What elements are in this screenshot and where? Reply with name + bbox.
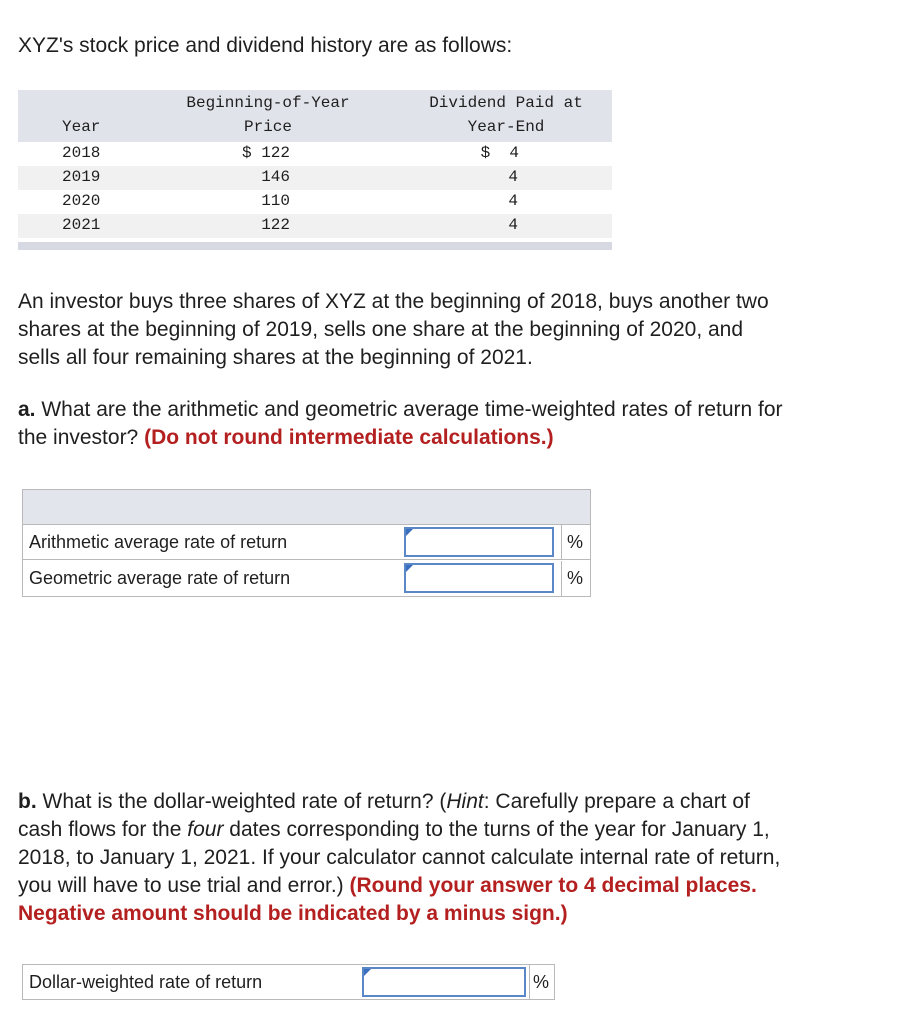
table-header [18,90,612,142]
intro-text: XYZ's stock price and dividend history are as follows: [18,34,513,57]
table-row [18,166,612,190]
dividend-cell: $ 4 [480,144,519,162]
price-cell: 122 [261,216,290,234]
price-header-line2: Price [243,118,292,136]
answer-row-arithmetic [23,525,590,560]
question-b-instruction: (Round your answer to 4 decimal places. [349,874,757,897]
input-flag-icon [364,969,371,976]
year-cell: 2019 [62,168,101,186]
price-cell: 146 [261,168,290,186]
table-bottom-rule [18,242,612,250]
dividend-cell: 4 [508,168,518,186]
percent-unit: % [567,568,584,588]
question-a-text-cont: the investor? [18,426,145,449]
question-a [18,396,898,452]
question-a-instruction: (Do not round intermediate calculations.) [144,426,554,449]
year-cell: 2021 [62,216,101,234]
percent-unit: % [567,532,584,552]
year-header: Year [62,118,101,136]
scenario-line: shares at the beginning of 2019, sells one share at the beginning of 2020, and [18,318,744,341]
dividend-cell: 4 [508,216,518,234]
year-cell: 2018 [62,144,101,162]
percent-unit: % [533,972,550,992]
four-word: four [187,818,224,841]
answer-table-header [23,490,590,525]
table-row [18,214,612,238]
answer-row-dollar-weighted [22,964,555,1000]
input-flag-icon [406,529,413,536]
dividend-cell: 4 [508,192,518,210]
price-cell: $ 122 [241,144,290,162]
geometric-label: Geometric average rate of return [29,568,291,588]
table-row [18,190,612,214]
scenario-line: sells all four remaining shares at the beginning of 2021. [18,346,533,369]
hint-word: Hint [446,790,484,813]
question-a-label: a. [18,398,36,421]
table-row [18,142,612,166]
question-b: b. What is the dollar-weighted rate of return? (Hint: Carefully prepare a chart of cash flows for the four dates corresponding to the turns of the year for January 1, 2018, to January 1, 2021. If your calculator cannot calculate internal rate of return, you will have to use trial and error.) (Round your answer to 4 decimal places. Negative amount should be indicated by a minus sign.) [18,788,898,928]
dollar-weighted-return-input[interactable] [362,967,526,997]
dollar-weighted-label: Dollar-weighted rate of return [29,972,263,992]
arithmetic-return-input[interactable] [404,527,554,557]
geometric-return-input[interactable] [404,563,554,593]
price-header-line1: Beginning-of-Year [186,94,350,112]
question-b-instruction-cont: Negative amount should be indicated by a minus sign.) [18,902,568,925]
answer-row-geometric [23,561,590,595]
dividend-header-line2: Year-End [467,118,545,136]
question-a-text: What are the arithmetic and geometric average time-weighted rates of return for [35,398,783,421]
dividend-header-line1: Dividend Paid at [429,94,583,112]
scenario-line: An investor buys three shares of XYZ at the beginning of 2018, buys another two [18,290,769,313]
year-cell: 2020 [62,192,101,210]
scenario-paragraph [18,288,898,372]
price-cell: 110 [261,192,290,210]
question-b-label: b. [18,790,37,813]
input-flag-icon [406,565,413,572]
answer-table-a [22,489,591,597]
arithmetic-label: Arithmetic average rate of return [29,532,288,552]
